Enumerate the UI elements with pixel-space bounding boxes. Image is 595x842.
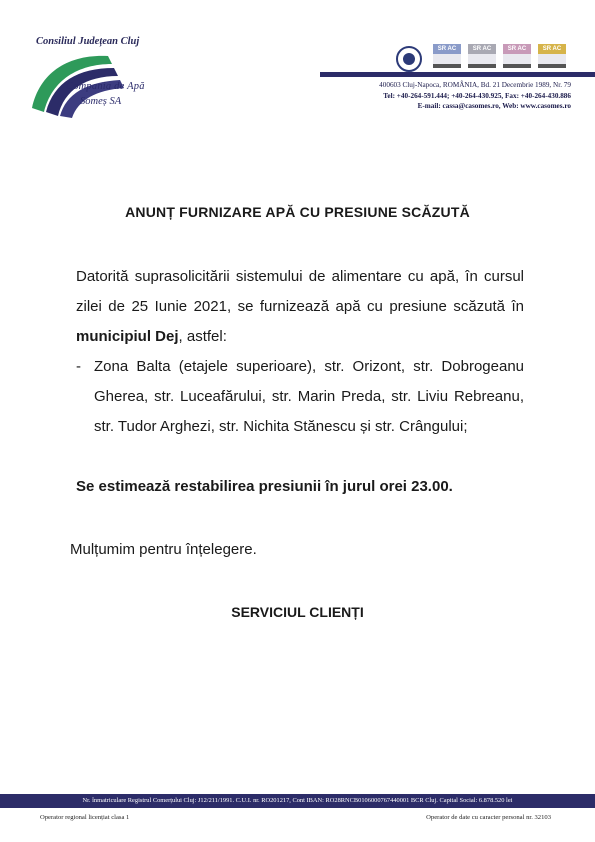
affected-streets-list-item xyxy=(76,352,524,442)
certification-badge: SR AC xyxy=(538,44,566,70)
footer-data-operator: Operator de date cu caracter personal nr. 32103 xyxy=(426,814,551,821)
email-web-line: E-mail: cassa@casomes.ro, Web: www.casomes.ro xyxy=(417,102,571,110)
intro-text: Datorită suprasolicitării sistemului de alimentare cu apă, în cursul zilei de 25 Iunie 2021, se furnizează apă cu presiune scăzută în xyxy=(76,268,524,315)
council-name: Consiliul Județean Cluj xyxy=(36,36,140,47)
signature-department: SERVICIUL CLIENȚI xyxy=(231,604,364,620)
thanks-line: Mulțumim pentru înțelegere. xyxy=(70,541,257,558)
intro-location: municipiul Dej xyxy=(76,328,179,345)
header-divider-bar xyxy=(320,72,595,77)
iso-seal-icon xyxy=(396,46,422,72)
list-dash: - xyxy=(76,358,81,375)
footer-registry-bar: Nr. înmatriculare Registrul Comerțului Cluj: J12/211/1991. C.U.I. nr. RO201217, Cont IBAN: RO28RNCB0106000767440001 BCR Cluj. Capital Social: 6.878.520 lei xyxy=(0,794,595,808)
certification-badge: SR AC xyxy=(503,44,531,70)
header-contact-block xyxy=(379,80,571,112)
intro-paragraph xyxy=(76,262,524,352)
restore-estimate: Se estimează restabilirea presiunii în jurul orei 23.00. xyxy=(76,478,453,495)
intro-text-end: , astfel: xyxy=(178,328,227,345)
footer-license: Operator regional licențiat clasa 1 xyxy=(40,814,130,821)
address-line: 400603 Cluj-Napoca, ROMÂNIA, Bd. 21 Decembrie 1989, Nr. 79 xyxy=(379,81,571,89)
document-title: ANUNȚ FURNIZARE APĂ CU PRESIUNE SCĂZUTĂ xyxy=(125,204,470,220)
company-name-line1: Compania de Apă xyxy=(66,81,145,92)
affected-streets: Zona Balta (etajele superioare), str. Orizont, str. Dobrogeanu Gherea, str. Luceafărului, str. Marin Preda, str. Liviu Rebreanu, str. Tudor Arghezi, str. Nichita Stănescu și str. Crângului; xyxy=(94,358,524,435)
phone-line: Tel: +40-264-591.444; +40-264-430.925, Fax: +40-264-430.886 xyxy=(383,91,571,100)
certification-badges xyxy=(396,44,566,72)
certification-badge: SR AC xyxy=(468,44,496,70)
certification-badge: SR AC xyxy=(433,44,461,70)
company-name-line2: Someș SA xyxy=(80,96,122,107)
